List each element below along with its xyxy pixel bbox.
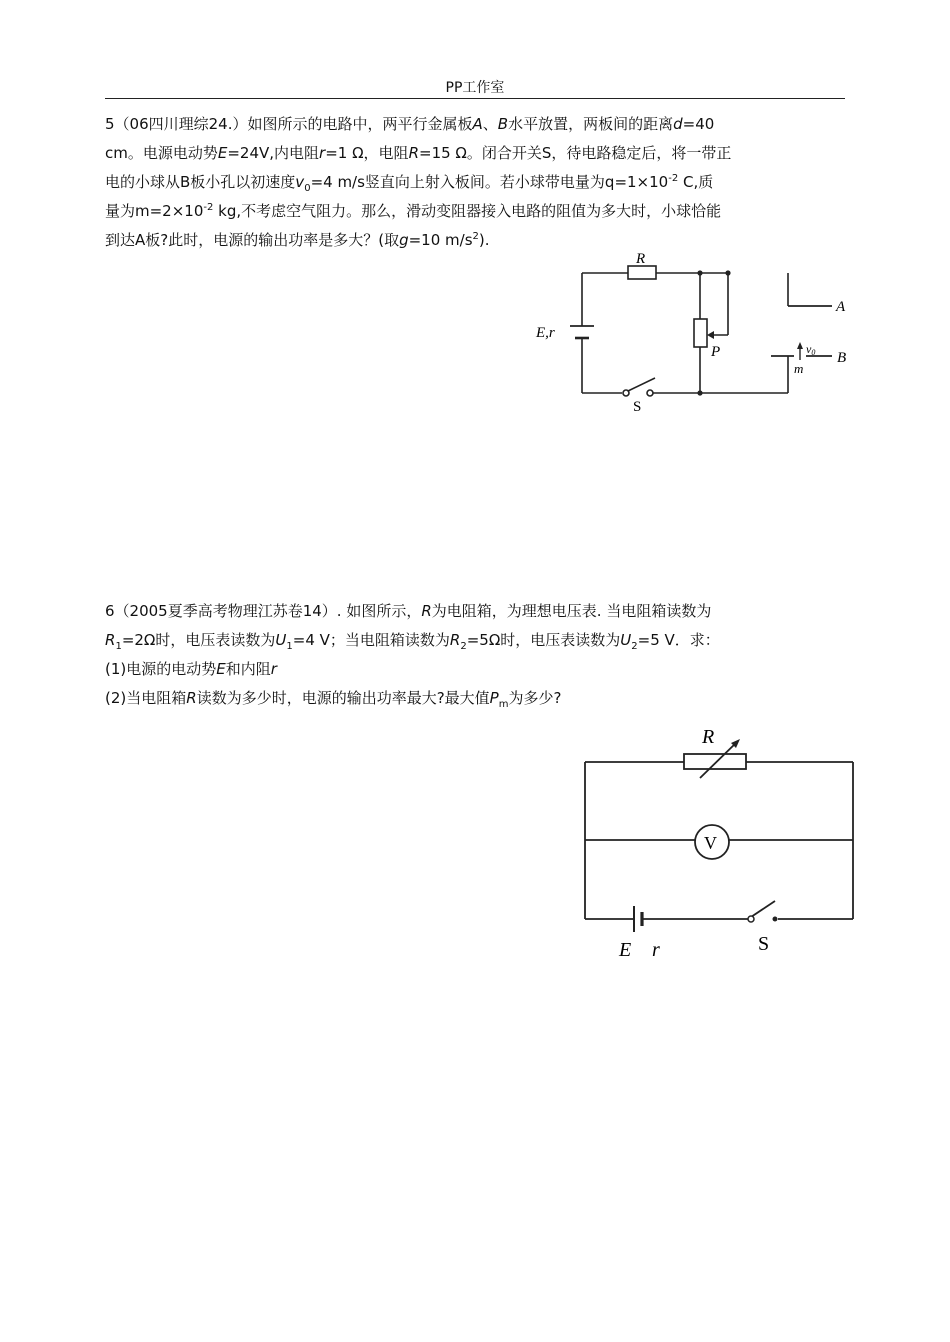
label-e: E [619,939,632,961]
problem-6-line-4: (2)当电阻箱R读数为多少时，电源的输出功率最大?最大值$P_m$为多少? [105,689,562,710]
label-r: R [702,726,715,748]
problem-6-line-2: $R_1=2\Omega$时，电压表读数为$U_1=4$ V；当电阻箱读数为$R_2=5\Omega$时，电压表读数为$U_2=5$ V．求： [105,631,720,652]
label-r: R [636,251,646,267]
label-a: A [836,299,846,315]
problem-6-line-1: 6（2005夏季高考物理江苏卷14）. 如图所示，R为电阻箱，为理想电压表. 当电阻箱读数为 [105,602,712,620]
label-s: S [758,933,770,955]
resistance-box [684,754,746,769]
label-m: m [794,361,804,376]
problem-5-line-4: 量为$m=2\times 10^{-2}$ kg,不考虑空气阻力。那么，滑动变阻器接入电路的阻值为多大时，小球恰能 [105,202,722,220]
rheostat-slider-arrow [707,331,714,339]
label-v0: v0 [806,342,816,357]
velocity-arrowhead [797,342,803,349]
switch-lever [751,901,775,917]
problem-5-line-3: 电的小球从B板小孔以初速度$v_0=4$ m/s竖直向上射入板间。若小球带电量为$q=1\times 10^{-2}$ C,质 [105,173,714,194]
label-e-r: E,r [536,325,555,341]
problem-6-line-3: (1)电源的电动势E和内阻r [105,660,277,678]
problem-5-circuit-diagram [520,240,860,420]
problem-5-text [105,110,850,255]
problem-5-line-1: 5（06四川理综24.）如图所示的电路中，两平行金属板A、B水平放置，两板间的距离d=40 [105,115,715,133]
label-s: S [633,399,642,415]
problem-6-text [105,597,850,713]
problem-5-line-2: cm。电源电动势E=24V,内电阻r=1 Ω，电阻R=15 Ω。闭合开关S，待电路稳定后，将一带正 [105,144,732,162]
header-rule [105,98,845,99]
label-v: V [704,833,717,853]
problem-5-line-5: 到达A板?此时，电源的输出功率是多大？(取g=10 $m/s^2$). [105,231,490,249]
label-p: P [711,344,721,360]
rheostat [694,319,707,347]
resistor-r [628,266,656,279]
label-b: B [837,350,847,366]
page-header: PP工作室 [445,80,505,96]
problem-6-circuit-diagram [570,718,870,968]
switch-lever [628,378,655,391]
label-internal-r: r [652,939,660,961]
